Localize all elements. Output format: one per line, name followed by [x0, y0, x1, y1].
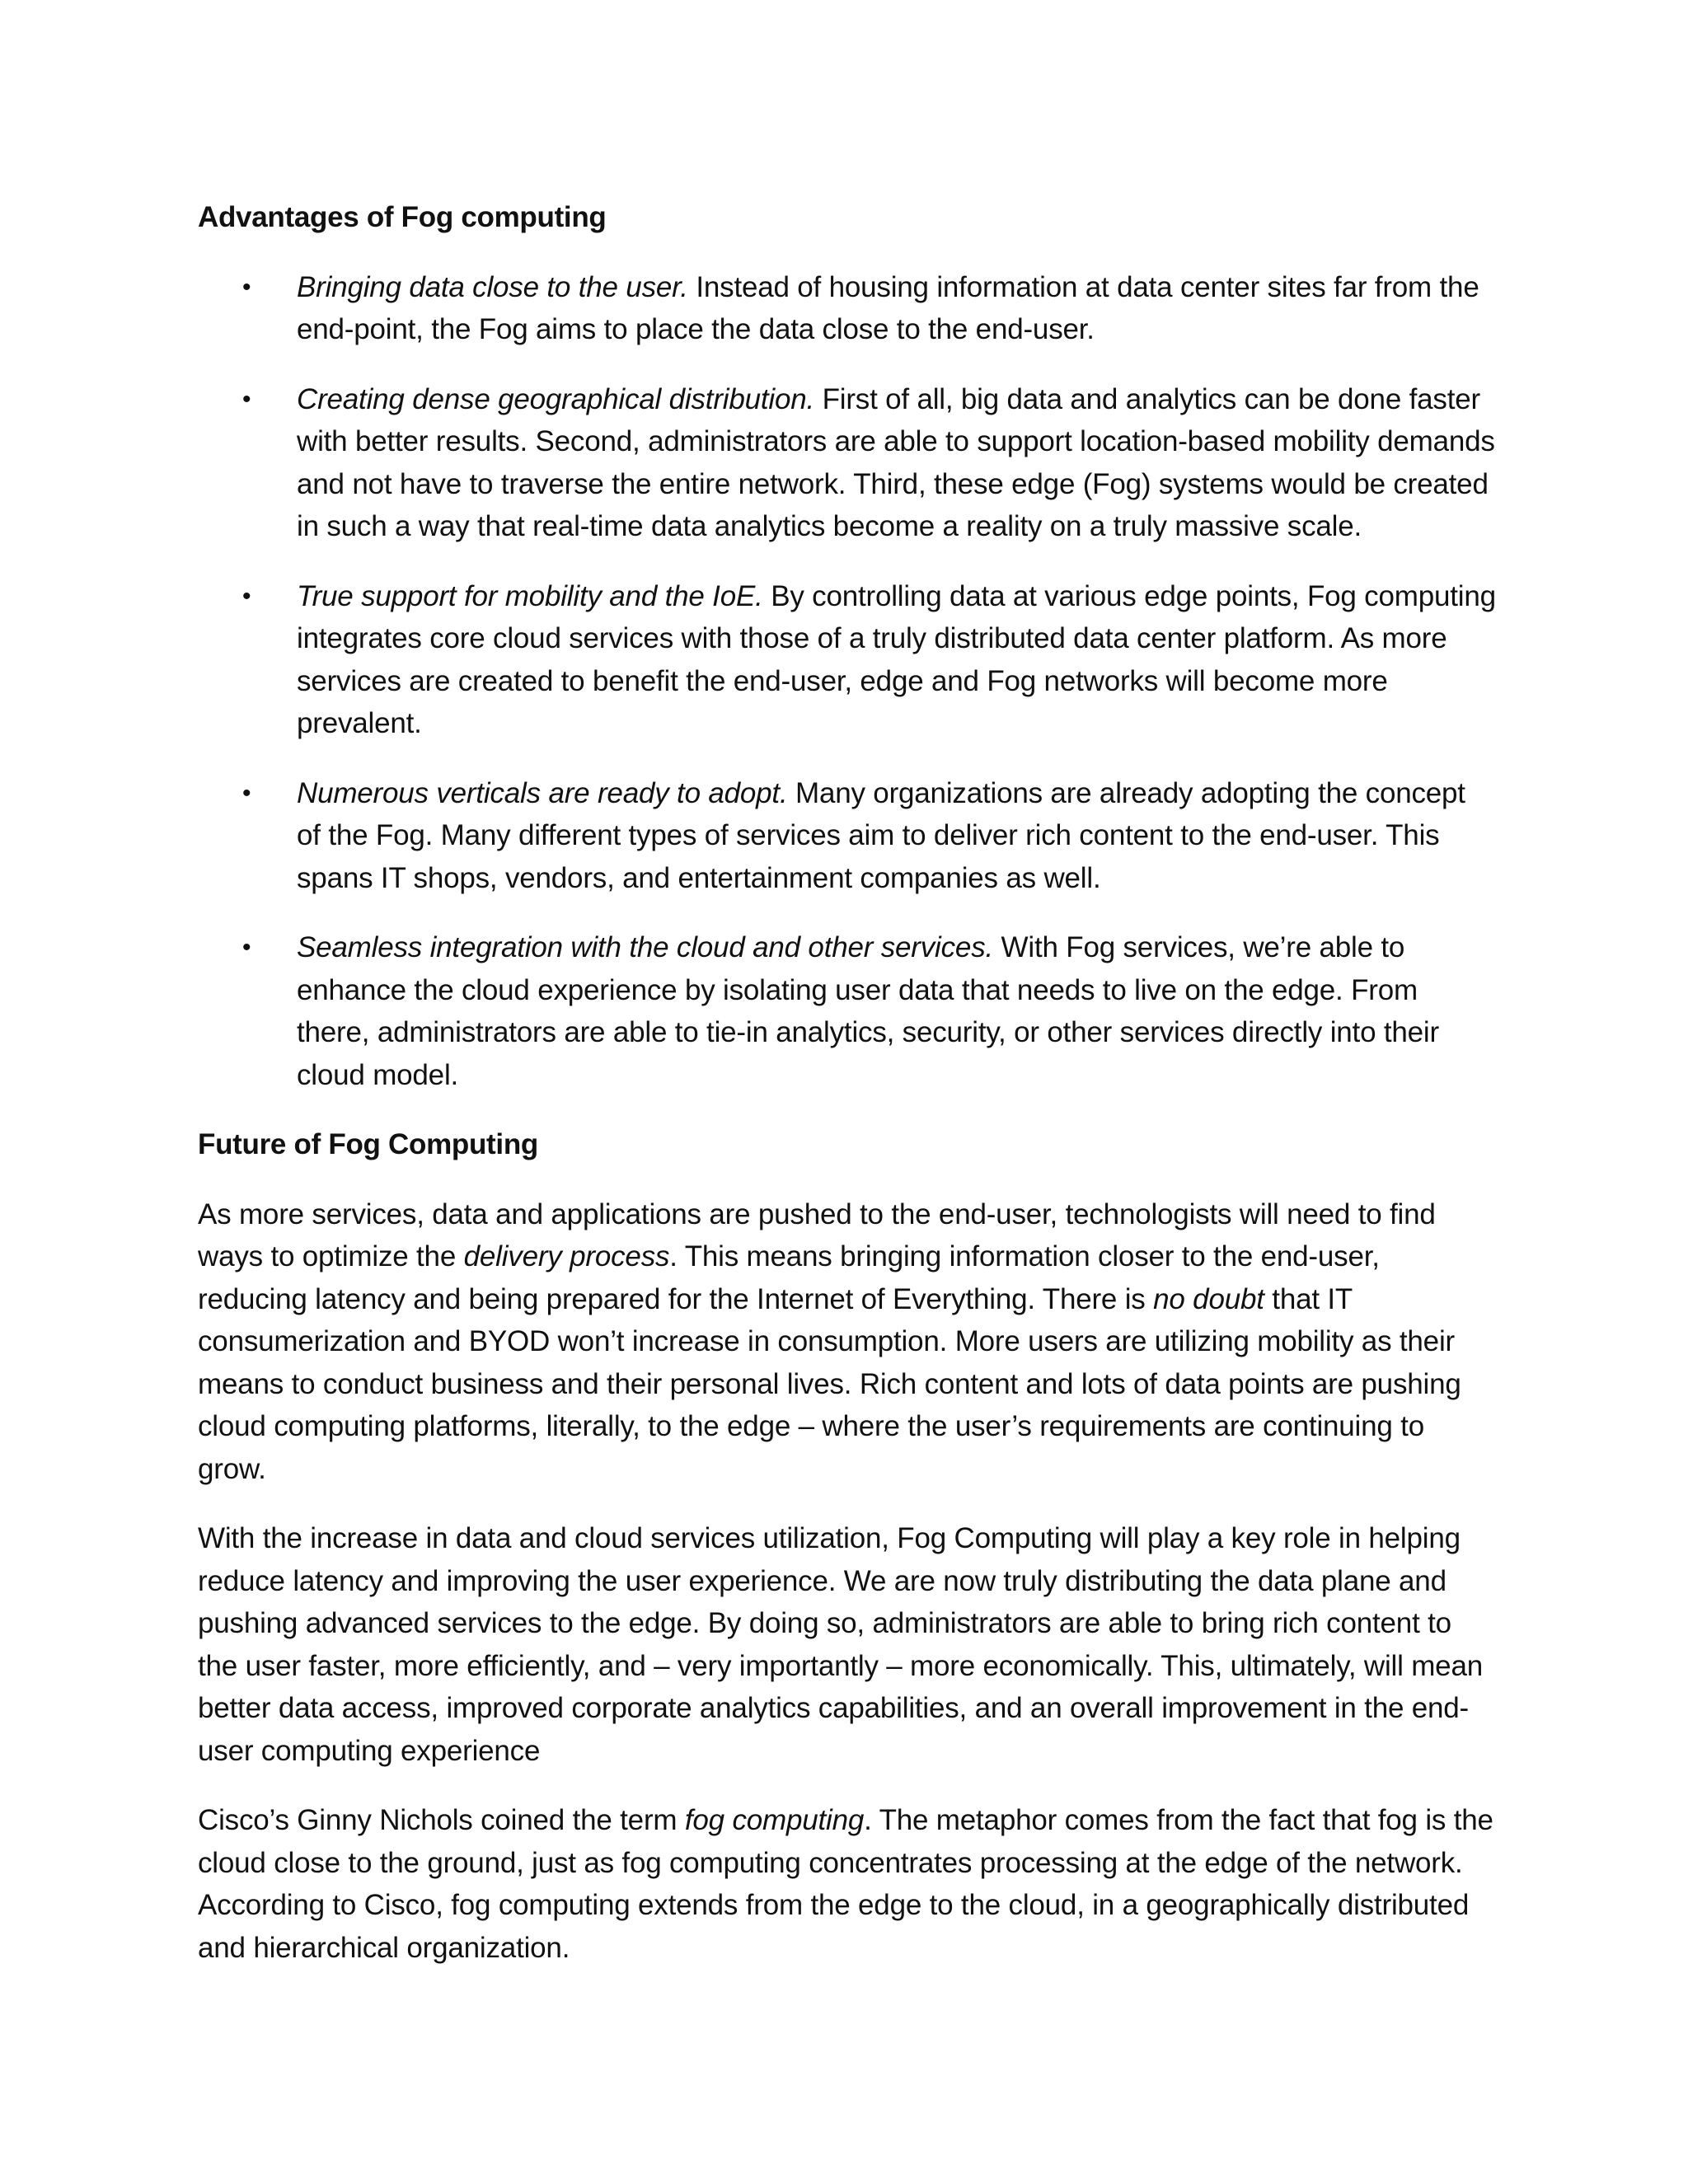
bullet-lead: True support for mobility and the IoE.	[297, 579, 763, 612]
section-heading-future: Future of Fog Computing	[198, 1128, 538, 1160]
document-body	[198, 196, 1496, 1996]
list-item	[198, 926, 1496, 1096]
bullet-text: With Fog services, we’re able to enhance the cloud experience by isolating user data that needs to live on the edge. From there, administrators are able to tie-in analytics, security, or other services directly into their cloud model.	[297, 931, 1439, 1091]
section-heading-advantages: Advantages of Fog computing	[198, 201, 607, 233]
paragraph-text: As more services, data and applications are pushed to the end-user, technologists will need to find ways to optimize the	[198, 1197, 1436, 1272]
bullet-lead: Seamless integration with the cloud and other services.	[297, 931, 994, 963]
bullet-icon: •	[242, 273, 251, 301]
paragraph-cisco	[198, 1799, 1496, 1969]
bullet-icon: •	[242, 582, 251, 610]
paragraph-text: . This means bringing information closer to the end-user, reducing latency and being prepared for the Internet of Everything. There is	[198, 1240, 1380, 1315]
emphasis-text: no doubt	[1153, 1282, 1264, 1315]
bullet-lead: Creating dense geographical distribution.	[297, 382, 815, 415]
paragraph-delivery	[198, 1193, 1496, 1491]
bullet-icon: •	[242, 934, 251, 961]
emphasis-text: delivery process	[463, 1240, 670, 1272]
bullet-text: First of all, big data and analytics can be done faster with better results. Second, administrators are able to support location-based mobility demands and not have to traverse the entire network. Third, these edge (Fog) systems would be created in such a way that real-time data analytics become a reality on a truly massive scale.	[297, 382, 1495, 542]
paragraph-text: that IT consumerization and BYOD won’t increase in consumption. More users are utilizing mobility as their means to conduct business and their personal lives. Rich content and lots of data points are pushing cloud computing platforms, literally, to the edge – where the user’s requirements are continuing to grow.	[198, 1282, 1461, 1485]
bullet-text: Instead of housing information at data center sites far from the end-point, the Fog aims to place the data close to the end-user.	[297, 270, 1479, 345]
list-item	[198, 575, 1496, 745]
bullet-text: Many organizations are already adopting the concept of the Fog. Many different types of services aim to deliver rich content to the end-user. This spans IT shops, vendors, and entertainment companies as well.	[297, 776, 1465, 894]
advantages-list	[198, 266, 1496, 1097]
paragraph-latency: With the increase in data and cloud services utilization, Fog Computing will play a key role in helping reduce latency and improving the user experience. We are now truly distributing the data plane and pushing advanced services to the edge. By doing so, administrators are able to bring rich content to the user faster, more efficiently, and – very importantly – more economically. This, ultimately, will mean better data access, improved corporate analytics capabilities, and an overall improvement in the end-user computing experience	[198, 1522, 1483, 1767]
list-item	[198, 378, 1496, 548]
bullet-text: By controlling data at various edge points, Fog computing integrates core cloud services with those of a truly distributed data center platform. As more services are created to benefit the end-user, edge and Fog networks will become more prevalent.	[297, 579, 1496, 739]
list-item	[198, 266, 1496, 351]
emphasis-text: fog computing	[684, 1804, 865, 1836]
bullet-icon: •	[242, 779, 251, 807]
bullet-lead: Bringing data close to the user.	[297, 270, 688, 303]
paragraph-text: . The metaphor comes from the fact that fog is the cloud close to the ground, just as fog computing concentrates processing at the edge of the network. According to Cisco, fog computing extends from the edge to the cloud, in a geographically distributed and hierarchical organization.	[198, 1804, 1493, 1964]
paragraph-text: Cisco’s Ginny Nichols coined the term	[198, 1804, 685, 1836]
bullet-lead: Numerous verticals are ready to adopt.	[297, 776, 788, 809]
bullet-icon: •	[242, 385, 251, 413]
list-item	[198, 772, 1496, 900]
